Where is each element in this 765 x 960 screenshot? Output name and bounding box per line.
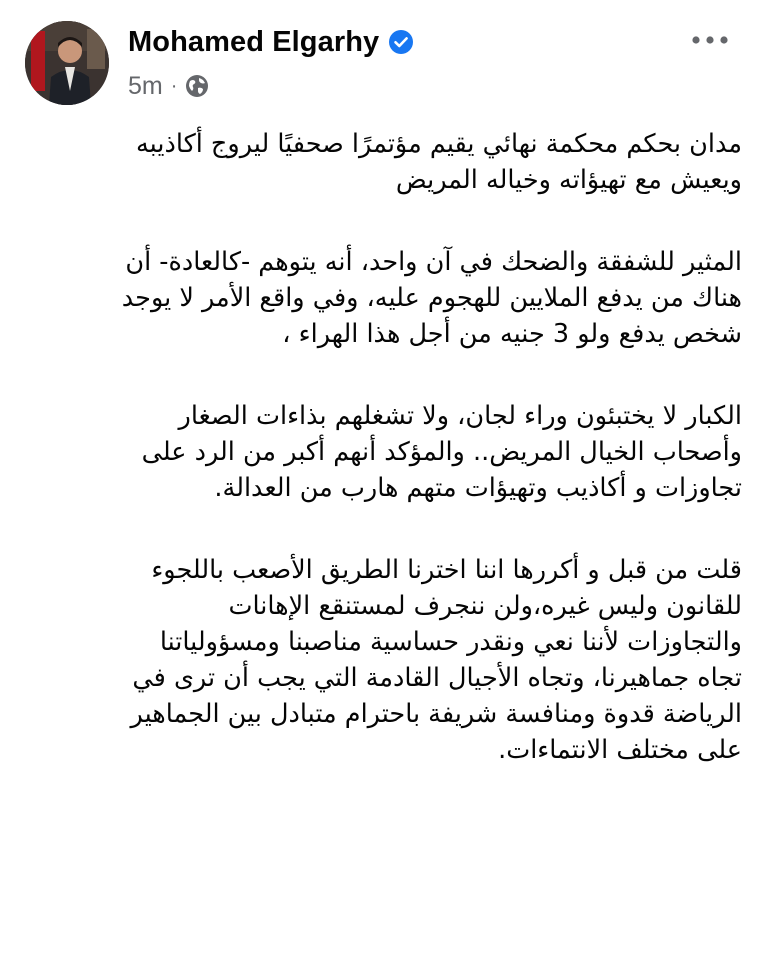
post-text-line: هناك من يدفع الملايين للهجوم عليه، وفي واقع الأمر لا يوجد bbox=[121, 283, 742, 313]
post-text-line: الكبار لا يختبئون وراء لجان، ولا تشغلهم بذاءات الصغار bbox=[178, 401, 742, 431]
post-text-line: المثير للشفقة والضحك في آن واحد، أنه يتوهم -كالعادة- أن bbox=[125, 247, 742, 277]
post-paragraph bbox=[22, 126, 742, 198]
globe-icon[interactable] bbox=[185, 74, 209, 98]
author-row bbox=[128, 22, 414, 62]
post-body bbox=[22, 126, 742, 814]
post-text-line: مدان بحكم محكمة نهائي يقيم مؤتمرًا صحفيًا ليروج أكاذيبه bbox=[136, 129, 742, 159]
post-text-line: قلت من قبل و أكررها اننا اخترنا الطريق الأصعب باللجوء bbox=[151, 555, 742, 585]
verified-badge-icon bbox=[388, 29, 414, 55]
post-text-line: ويعيش مع تهيؤاته وخياله المريض bbox=[395, 165, 742, 195]
more-options-button[interactable] bbox=[688, 26, 732, 54]
post-text-line: وأصحاب الخيال المريض.. والمؤكد أنهم أكبر من الرد على bbox=[141, 437, 742, 467]
post-paragraph bbox=[22, 552, 742, 768]
post-text-line: للقانون وليس غيره،ولن ننجرف لمستنقع الإهانات bbox=[228, 591, 742, 621]
avatar-image bbox=[25, 21, 109, 105]
post-text-line: شخص يدفع ولو 3 جنيه من أجل هذا الهراء ، bbox=[282, 319, 742, 349]
post-text-line: على مختلف الانتماءات. bbox=[498, 735, 742, 765]
post-paragraph bbox=[22, 244, 742, 352]
post-text-line: والتجاوزات لأننا نعي ونقدر حساسية مناصبنا ومسؤولياتنا bbox=[159, 627, 742, 657]
post-timestamp[interactable]: 5m bbox=[128, 71, 163, 100]
post-paragraph bbox=[22, 398, 742, 506]
post-text-line: تجاوزات و أكاذيب وتهيؤات متهم هارب من العدالة. bbox=[214, 473, 742, 503]
post-meta bbox=[128, 70, 209, 102]
post-header bbox=[0, 0, 765, 110]
author-name[interactable]: Mohamed Elgarhy bbox=[128, 25, 380, 58]
meta-separator: · bbox=[170, 74, 178, 97]
post-text-line: الرياضة قدوة ومنافسة شريفة باحترام متبادل بين الجماهير bbox=[130, 699, 742, 729]
author-avatar[interactable] bbox=[25, 21, 109, 105]
more-options-icon bbox=[692, 36, 728, 44]
post-text-line: تجاه جماهيرنا، وتجاه الأجيال القادمة التي يجب أن ترى في bbox=[132, 663, 742, 693]
